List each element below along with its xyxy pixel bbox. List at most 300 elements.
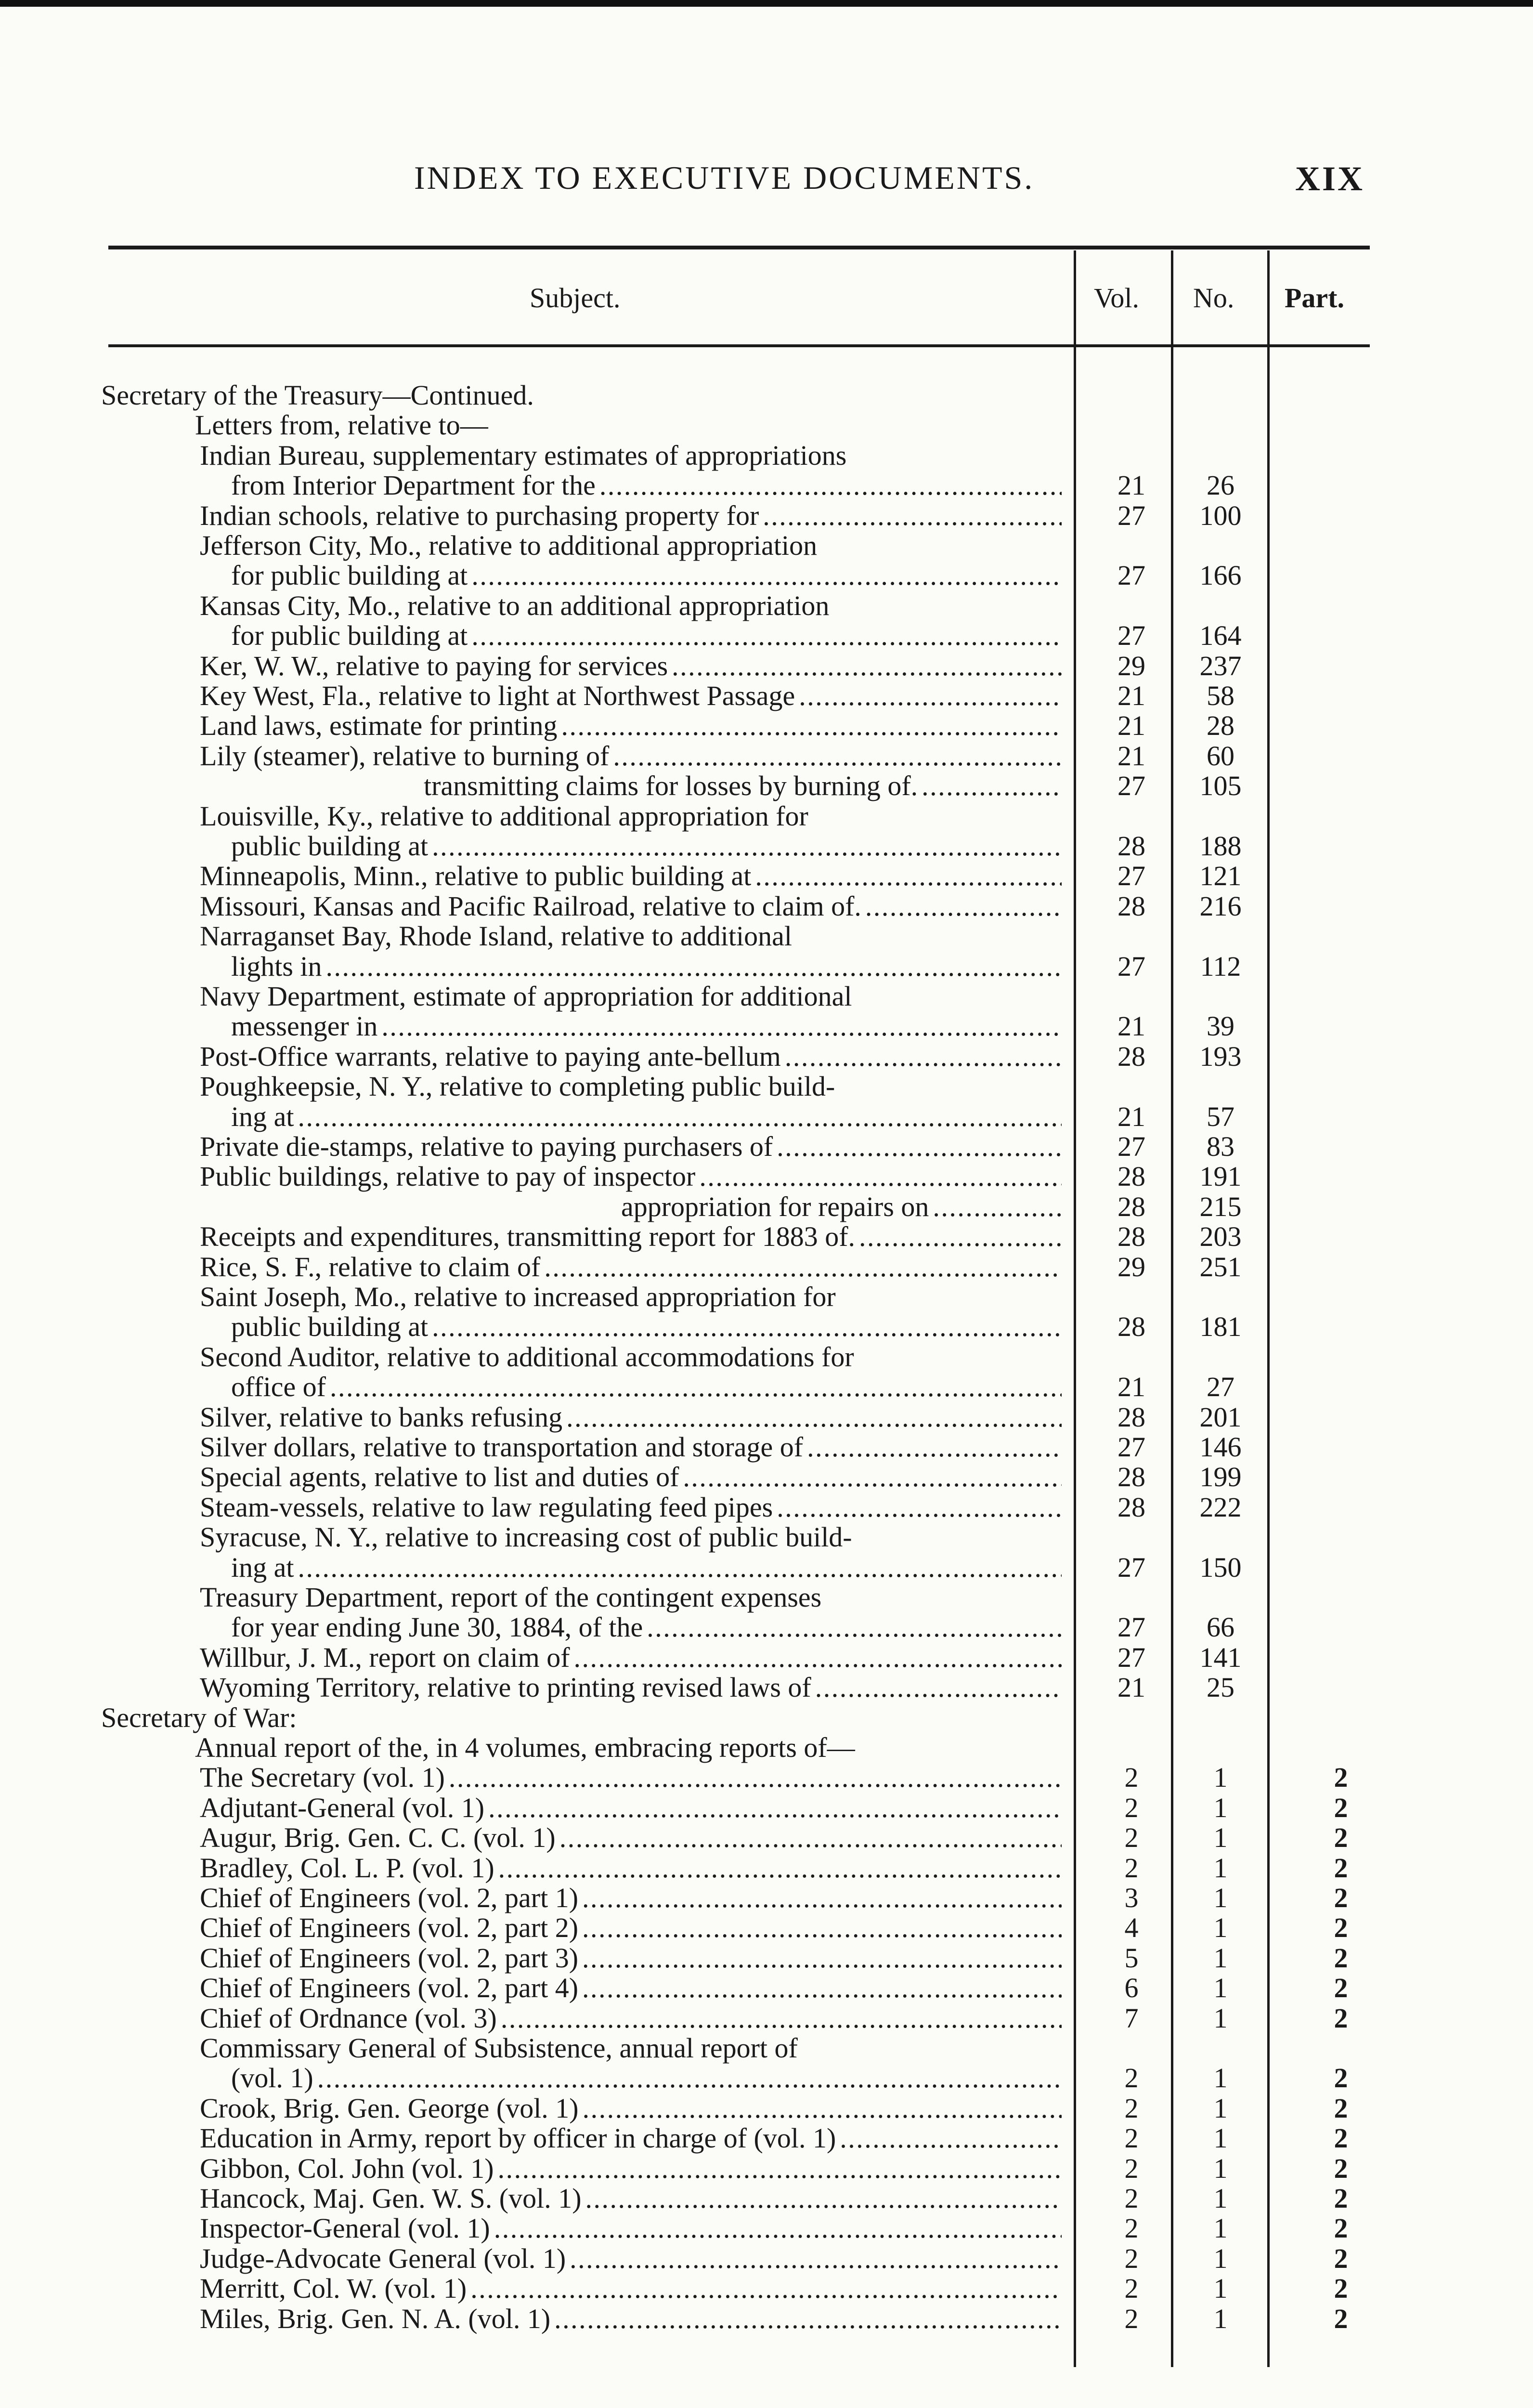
dot-leader xyxy=(559,1823,1062,1853)
entry-no: 1 xyxy=(1213,1762,1228,1793)
entry-no: 121 xyxy=(1199,860,1242,891)
index-entry xyxy=(0,1612,1533,1642)
dot-leader xyxy=(574,1643,1062,1673)
entry-vol: 2 xyxy=(1124,2303,1139,2334)
dot-leader xyxy=(582,1913,1062,1943)
entry-vol: 29 xyxy=(1117,650,1145,681)
index-entry xyxy=(0,1372,1533,1402)
entry-no: 1 xyxy=(1213,1882,1228,1913)
entry-subject: Second Auditor, relative to additional accommodations for xyxy=(200,1341,854,1373)
dot-leader xyxy=(859,1222,1062,1252)
index-entry xyxy=(0,1853,1533,1883)
index-entry xyxy=(0,891,1533,921)
entry-subject: for public building at xyxy=(231,560,468,591)
index-entry xyxy=(0,1402,1533,1432)
entry-subject: Silver dollars, relative to transportation and storage of xyxy=(200,1431,804,1463)
index-entry xyxy=(0,591,1533,621)
index-entry xyxy=(0,501,1533,531)
index-entry xyxy=(0,2274,1533,2303)
index-entry xyxy=(0,1252,1533,1282)
index-entry xyxy=(0,380,1533,410)
index-entry xyxy=(0,2123,1533,2153)
entry-subject: Jefferson City, Mo., relative to additional appropriation xyxy=(200,530,818,561)
entry-no: 1 xyxy=(1213,2062,1228,2094)
dot-leader xyxy=(317,2063,1062,2093)
entry-no: 60 xyxy=(1207,740,1234,772)
index-entry xyxy=(0,771,1533,801)
dot-leader xyxy=(582,1943,1062,1973)
dot-leader xyxy=(582,1883,1062,1913)
entry-vol: 27 xyxy=(1117,951,1145,982)
entry-subject: Bradley, Col. L. P. (vol. 1) xyxy=(200,1852,494,1884)
entry-subject: Hancock, Maj. Gen. W. S. (vol. 1) xyxy=(200,2183,582,2214)
page-title: INDEX TO EXECUTIVE DOCUMENTS. xyxy=(414,159,1035,196)
entry-no: 222 xyxy=(1199,1492,1242,1523)
entry-vol: 2 xyxy=(1124,2273,1139,2304)
entry-vol: 2 xyxy=(1124,2153,1139,2184)
entry-no: 66 xyxy=(1207,1611,1234,1643)
entry-part: 2 xyxy=(1334,2153,1348,2184)
entry-subject: Miles, Brig. Gen. N. A. (vol. 1) xyxy=(200,2303,551,2334)
entry-subject: Louisville, Ky., relative to additional appropriation for xyxy=(200,800,808,832)
entry-part: 2 xyxy=(1334,2122,1348,2154)
index-entry xyxy=(0,410,1533,440)
entry-vol: 27 xyxy=(1117,1431,1145,1463)
entry-vol: 27 xyxy=(1117,1552,1145,1583)
entry-subject: Navy Department, estimate of appropriation for additional xyxy=(200,981,852,1012)
entry-subject: Annual report of the, in 4 volumes, embracing reports of— xyxy=(195,1732,855,1763)
dot-leader xyxy=(298,1553,1062,1583)
entry-subject: Wyoming Territory, relative to printing revised laws of xyxy=(200,1672,811,1703)
entry-subject: Saint Joseph, Mo., relative to increased appropriation for xyxy=(200,1281,836,1312)
index-entry xyxy=(0,1042,1533,1072)
entry-vol: 2 xyxy=(1124,2212,1139,2244)
entry-vol: 21 xyxy=(1117,1101,1145,1132)
index-entry xyxy=(0,741,1533,771)
entry-subject: lights in xyxy=(231,951,322,982)
index-entry xyxy=(0,801,1533,831)
index-entry xyxy=(0,921,1533,951)
entry-no: 150 xyxy=(1199,1552,1242,1583)
dot-leader xyxy=(566,1402,1062,1432)
entry-vol: 27 xyxy=(1117,500,1145,531)
entry-subject: Indian Bureau, supplementary estimates of appropriations xyxy=(200,440,847,471)
dot-leader xyxy=(840,2123,1062,2153)
entry-subject: Public buildings, relative to pay of inspector xyxy=(200,1161,696,1192)
entry-subject: Syracuse, N. Y., relative to increasing cost of public build- xyxy=(200,1521,852,1553)
dot-leader xyxy=(777,1132,1062,1162)
entry-subject: (vol. 1) xyxy=(231,2062,313,2094)
index-entry xyxy=(0,1823,1533,1853)
entry-subject: Gibbon, Col. John (vol. 1) xyxy=(200,2153,494,2184)
index-entry xyxy=(0,1883,1533,1913)
index-entry xyxy=(0,1973,1533,2003)
dot-leader xyxy=(777,1492,1062,1522)
entry-no: 237 xyxy=(1199,650,1242,681)
entry-no: 28 xyxy=(1207,710,1234,741)
dot-leader xyxy=(585,2184,1062,2213)
entry-vol: 2 xyxy=(1124,2243,1139,2274)
dot-leader xyxy=(471,621,1062,651)
entry-subject: Private die-stamps, relative to paying purchasers of xyxy=(200,1131,773,1162)
entry-no: 166 xyxy=(1199,560,1242,591)
entry-vol: 2 xyxy=(1124,2122,1139,2154)
entry-vol: 21 xyxy=(1117,1672,1145,1703)
entry-part: 2 xyxy=(1334,1972,1348,2003)
entry-subject: for year ending June 30, 1884, of the xyxy=(231,1611,643,1643)
entry-vol: 27 xyxy=(1117,620,1145,651)
entry-vol: 27 xyxy=(1117,560,1145,591)
dot-leader xyxy=(554,2304,1062,2334)
entry-subject: Receipts and expenditures, transmitting report for 1883 of. xyxy=(200,1221,856,1252)
index-entry xyxy=(0,561,1533,590)
index-entry xyxy=(0,1943,1533,1973)
entry-subject: Treasury Department, report of the contingent expenses xyxy=(200,1582,822,1613)
entry-no: 1 xyxy=(1213,2153,1228,2184)
entry-vol: 4 xyxy=(1124,1912,1139,1943)
entry-no: 105 xyxy=(1199,770,1242,801)
dot-leader xyxy=(561,711,1062,741)
dot-leader xyxy=(755,861,1062,891)
entry-no: 100 xyxy=(1199,500,1242,531)
entry-subject: Post-Office warrants, relative to paying ante-bellum xyxy=(200,1041,781,1072)
entry-vol: 28 xyxy=(1117,1041,1145,1072)
entry-vol: 3 xyxy=(1124,1882,1139,1913)
entry-subject: Ker, W. W., relative to paying for services xyxy=(200,650,668,681)
entry-subject: Inspector-General (vol. 1) xyxy=(200,2212,490,2244)
entry-subject: Secretary of War: xyxy=(101,1702,297,1733)
index-entry xyxy=(0,1432,1533,1462)
index-entry xyxy=(0,1011,1533,1041)
entry-no: 39 xyxy=(1207,1010,1234,1042)
dot-leader xyxy=(922,771,1062,801)
dot-leader xyxy=(933,1192,1062,1222)
index-entry xyxy=(0,2304,1533,2334)
entry-no: 199 xyxy=(1199,1461,1242,1492)
entry-vol: 2 xyxy=(1124,2183,1139,2214)
entry-no: 188 xyxy=(1199,830,1242,862)
entry-vol: 28 xyxy=(1117,1221,1145,1252)
entry-subject: public building at xyxy=(231,830,429,862)
entry-part: 2 xyxy=(1334,2273,1348,2304)
entry-no: 216 xyxy=(1199,890,1242,922)
entry-part: 2 xyxy=(1334,2002,1348,2034)
dot-leader xyxy=(613,741,1062,771)
entry-part: 2 xyxy=(1334,1882,1348,1913)
dot-leader xyxy=(494,2213,1062,2243)
entry-subject: transmitting claims for losses by burning of. xyxy=(424,770,918,801)
page-number: XIX xyxy=(1295,159,1365,198)
entry-subject: for public building at xyxy=(231,620,468,651)
entry-subject: messenger in xyxy=(231,1010,378,1042)
entry-subject: Indian schools, relative to purchasing property for xyxy=(200,500,759,531)
entry-subject: ing at xyxy=(231,1552,294,1583)
entry-subject: Chief of Engineers (vol. 2, part 3) xyxy=(200,1942,579,1974)
entry-vol: 28 xyxy=(1117,1161,1145,1192)
index-entry xyxy=(0,2063,1533,2093)
entry-no: 1 xyxy=(1213,2183,1228,2214)
index-entry xyxy=(0,2213,1533,2243)
entry-subject: Crook, Brig. Gen. George (vol. 1) xyxy=(200,2093,579,2124)
dot-leader xyxy=(381,1011,1062,1041)
index-entry xyxy=(0,861,1533,891)
entry-no: 1 xyxy=(1213,2093,1228,2124)
entry-no: 1 xyxy=(1213,1972,1228,2003)
entry-subject: Narraganset Bay, Rhode Island, relative to additional xyxy=(200,920,792,952)
index-entry xyxy=(0,651,1533,681)
entry-no: 193 xyxy=(1199,1041,1242,1072)
entry-part: 2 xyxy=(1334,2303,1348,2334)
entry-vol: 27 xyxy=(1117,1642,1145,1673)
entry-no: 141 xyxy=(1199,1642,1242,1673)
entry-vol: 21 xyxy=(1117,680,1145,711)
entry-vol: 28 xyxy=(1117,830,1145,862)
index-entry xyxy=(0,982,1533,1011)
index-entry xyxy=(0,1703,1533,1733)
entry-no: 1 xyxy=(1213,2212,1228,2244)
dot-leader xyxy=(471,561,1062,590)
dot-leader xyxy=(699,1162,1062,1191)
entry-vol: 27 xyxy=(1117,860,1145,891)
entry-part: 2 xyxy=(1334,1822,1348,1853)
entry-vol: 2 xyxy=(1124,2093,1139,2124)
entry-part: 2 xyxy=(1334,1942,1348,1974)
index-entry xyxy=(0,681,1533,711)
dot-leader xyxy=(449,1763,1062,1793)
dot-leader xyxy=(807,1432,1062,1462)
entry-subject: Judge-Advocate General (vol. 1) xyxy=(200,2243,566,2274)
entry-subject: Special agents, relative to list and duties of xyxy=(200,1461,679,1492)
index-entry xyxy=(0,831,1533,861)
index-entry xyxy=(0,1553,1533,1583)
index-entry xyxy=(0,1793,1533,1823)
entry-no: 25 xyxy=(1207,1672,1234,1703)
entry-part: 2 xyxy=(1334,1792,1348,1823)
entry-subject: Key West, Fla., relative to light at Northwest Passage xyxy=(200,680,795,711)
entry-no: 1 xyxy=(1213,2243,1228,2274)
entry-part: 2 xyxy=(1334,2183,1348,2214)
entry-vol: 6 xyxy=(1124,1972,1139,2003)
entry-subject: Kansas City, Mo., relative to an additional appropriation xyxy=(200,590,830,621)
column-header-subject: Subject. xyxy=(530,282,621,314)
dot-leader xyxy=(672,651,1062,681)
entry-no: 1 xyxy=(1213,1792,1228,1823)
entry-subject: Chief of Engineers (vol. 2, part 1) xyxy=(200,1882,579,1913)
dot-leader xyxy=(865,891,1062,921)
entry-no: 1 xyxy=(1213,2273,1228,2304)
entry-vol: 28 xyxy=(1117,1401,1145,1433)
entry-subject: Steam-vessels, relative to law regulating feed pipes xyxy=(200,1492,773,1523)
entry-vol: 5 xyxy=(1124,1942,1139,1974)
dot-leader xyxy=(298,1102,1062,1132)
entry-subject: Silver, relative to banks refusing xyxy=(200,1401,563,1433)
dot-leader xyxy=(583,2094,1062,2123)
entry-subject: The Secretary (vol. 1) xyxy=(200,1762,445,1793)
entry-vol: 21 xyxy=(1117,740,1145,772)
entry-subject: from Interior Department for the xyxy=(231,470,596,501)
index-entry xyxy=(0,1102,1533,1132)
entry-vol: 2 xyxy=(1124,2062,1139,2094)
entry-vol: 29 xyxy=(1117,1251,1145,1283)
entry-subject: Augur, Brig. Gen. C. C. (vol. 1) xyxy=(200,1822,556,1853)
entry-vol: 2 xyxy=(1124,1852,1139,1884)
index-entry xyxy=(0,531,1533,561)
entry-vol: 27 xyxy=(1117,770,1145,801)
entry-no: 58 xyxy=(1207,680,1234,711)
index-entry xyxy=(0,471,1533,500)
entry-no: 191 xyxy=(1199,1161,1242,1192)
dot-leader xyxy=(599,471,1062,500)
entry-subject: Chief of Ordnance (vol. 3) xyxy=(200,2002,497,2034)
entry-no: 83 xyxy=(1207,1131,1234,1162)
entry-vol: 28 xyxy=(1117,890,1145,922)
index-entry xyxy=(0,2154,1533,2184)
entry-part: 2 xyxy=(1334,2062,1348,2094)
index-entry xyxy=(0,1673,1533,1702)
entry-no: 164 xyxy=(1199,620,1242,651)
index-entry xyxy=(0,2184,1533,2213)
index-entry xyxy=(0,1132,1533,1162)
entry-vol: 2 xyxy=(1124,1822,1139,1853)
dot-leader xyxy=(647,1612,1062,1642)
entry-vol: 27 xyxy=(1117,1131,1145,1162)
dot-leader xyxy=(799,681,1062,711)
entry-vol: 21 xyxy=(1117,1371,1145,1402)
index-entry xyxy=(0,1913,1533,1943)
entry-subject: ing at xyxy=(231,1101,294,1132)
index-entry xyxy=(0,1522,1533,1552)
column-header-no: No. xyxy=(1193,282,1234,314)
entry-no: 57 xyxy=(1207,1101,1234,1132)
entry-subject: Willbur, J. M., report on claim of xyxy=(200,1642,570,1673)
index-entry xyxy=(0,1462,1533,1492)
dot-leader xyxy=(498,1853,1062,1883)
entry-no: 203 xyxy=(1199,1221,1242,1252)
entry-subject: Land laws, estimate for printing xyxy=(200,710,558,741)
entry-subject: Education in Army, report by officer in charge of (vol. 1) xyxy=(200,2122,836,2154)
index-entry xyxy=(0,1192,1533,1222)
index-entry xyxy=(0,1733,1533,1763)
entry-subject: office of xyxy=(231,1371,326,1402)
dot-leader xyxy=(488,1793,1062,1823)
dot-leader xyxy=(501,2003,1062,2033)
entry-no: 26 xyxy=(1207,470,1234,501)
entry-part: 2 xyxy=(1334,1762,1348,1793)
index-entry xyxy=(0,1342,1533,1372)
entry-part: 2 xyxy=(1334,1852,1348,1884)
entry-no: 112 xyxy=(1200,951,1241,982)
index-entry xyxy=(0,1282,1533,1312)
index-entry xyxy=(0,2094,1533,2123)
index-entry xyxy=(0,711,1533,741)
entry-subject: Missouri, Kansas and Pacific Railroad, relative to claim of. xyxy=(200,890,861,922)
index-entry xyxy=(0,1583,1533,1612)
entry-vol: 21 xyxy=(1117,710,1145,741)
entry-vol: 28 xyxy=(1117,1492,1145,1523)
dot-leader xyxy=(582,1973,1062,2003)
index-entry xyxy=(0,1763,1533,1793)
entry-part: 2 xyxy=(1334,1912,1348,1943)
entry-no: 1 xyxy=(1213,1822,1228,1853)
entry-no: 251 xyxy=(1199,1251,1242,1283)
entry-subject: Secretary of the Treasury—Continued. xyxy=(101,380,534,411)
entry-subject: Lily (steamer), relative to burning of xyxy=(200,740,610,772)
dot-leader xyxy=(785,1042,1062,1072)
entry-no: 215 xyxy=(1199,1191,1242,1222)
index-entry xyxy=(0,2033,1533,2063)
index-entry xyxy=(0,1222,1533,1252)
dot-leader xyxy=(330,1372,1062,1402)
index-entry xyxy=(0,1312,1533,1342)
entry-subject: Chief of Engineers (vol. 2, part 2) xyxy=(200,1912,579,1943)
index-entry xyxy=(0,952,1533,982)
entry-subject: Minneapolis, Minn., relative to public building at xyxy=(200,860,752,891)
index-entry xyxy=(0,1643,1533,1673)
index-entry xyxy=(0,2244,1533,2274)
entry-no: 27 xyxy=(1207,1371,1234,1402)
entry-vol: 28 xyxy=(1117,1461,1145,1492)
entry-vol: 2 xyxy=(1124,1792,1139,1823)
entry-subject: appropriation for repairs on xyxy=(621,1191,929,1222)
entry-subject: Adjutant-General (vol. 1) xyxy=(200,1792,485,1823)
entry-subject: public building at xyxy=(231,1311,429,1342)
dot-leader xyxy=(432,1312,1062,1342)
entry-subject: Poughkeepsie, N. Y., relative to completing public build- xyxy=(200,1071,835,1102)
entry-no: 1 xyxy=(1213,2303,1228,2334)
index-entry xyxy=(0,621,1533,651)
column-header-vol: Vol. xyxy=(1094,282,1140,314)
entry-no: 1 xyxy=(1213,2002,1228,2034)
column-header-part: Part. xyxy=(1285,282,1344,314)
entry-subject: Chief of Engineers (vol. 2, part 4) xyxy=(200,1972,579,2003)
entry-no: 146 xyxy=(1199,1431,1242,1463)
dot-leader xyxy=(570,2244,1062,2274)
entry-no: 1 xyxy=(1213,1912,1228,1943)
dot-leader xyxy=(326,952,1062,982)
dot-leader xyxy=(815,1673,1062,1702)
dot-leader xyxy=(683,1462,1062,1492)
entry-no: 181 xyxy=(1199,1311,1242,1342)
entry-no: 201 xyxy=(1199,1401,1242,1433)
entry-part: 2 xyxy=(1334,2243,1348,2274)
entry-vol: 27 xyxy=(1117,1611,1145,1643)
index-entry xyxy=(0,1492,1533,1522)
entry-vol: 21 xyxy=(1117,470,1145,501)
entry-subject: Merritt, Col. W. (vol. 1) xyxy=(200,2273,467,2304)
index-entry xyxy=(0,1162,1533,1191)
index-entry xyxy=(0,1072,1533,1101)
dot-leader xyxy=(432,831,1062,861)
dot-leader xyxy=(763,501,1062,531)
entry-vol: 7 xyxy=(1124,2002,1139,2034)
entry-no: 1 xyxy=(1213,1852,1228,1884)
entry-vol: 2 xyxy=(1124,1762,1139,1793)
entry-part: 2 xyxy=(1334,2093,1348,2124)
entry-subject: Commissary General of Subsistence, annual report of xyxy=(200,2032,798,2064)
entry-vol: 21 xyxy=(1117,1010,1145,1042)
entry-no: 1 xyxy=(1213,2122,1228,2154)
index-entry xyxy=(0,2003,1533,2033)
entry-part: 2 xyxy=(1334,2212,1348,2244)
entry-vol: 28 xyxy=(1117,1311,1145,1342)
entry-subject: Letters from, relative to— xyxy=(195,409,488,441)
entry-no: 1 xyxy=(1213,1942,1228,1974)
entry-vol: 28 xyxy=(1117,1191,1145,1222)
dot-leader xyxy=(498,2154,1062,2184)
dot-leader xyxy=(544,1252,1062,1282)
entry-subject: Rice, S. F., relative to claim of xyxy=(200,1251,541,1283)
dot-leader xyxy=(470,2274,1062,2303)
